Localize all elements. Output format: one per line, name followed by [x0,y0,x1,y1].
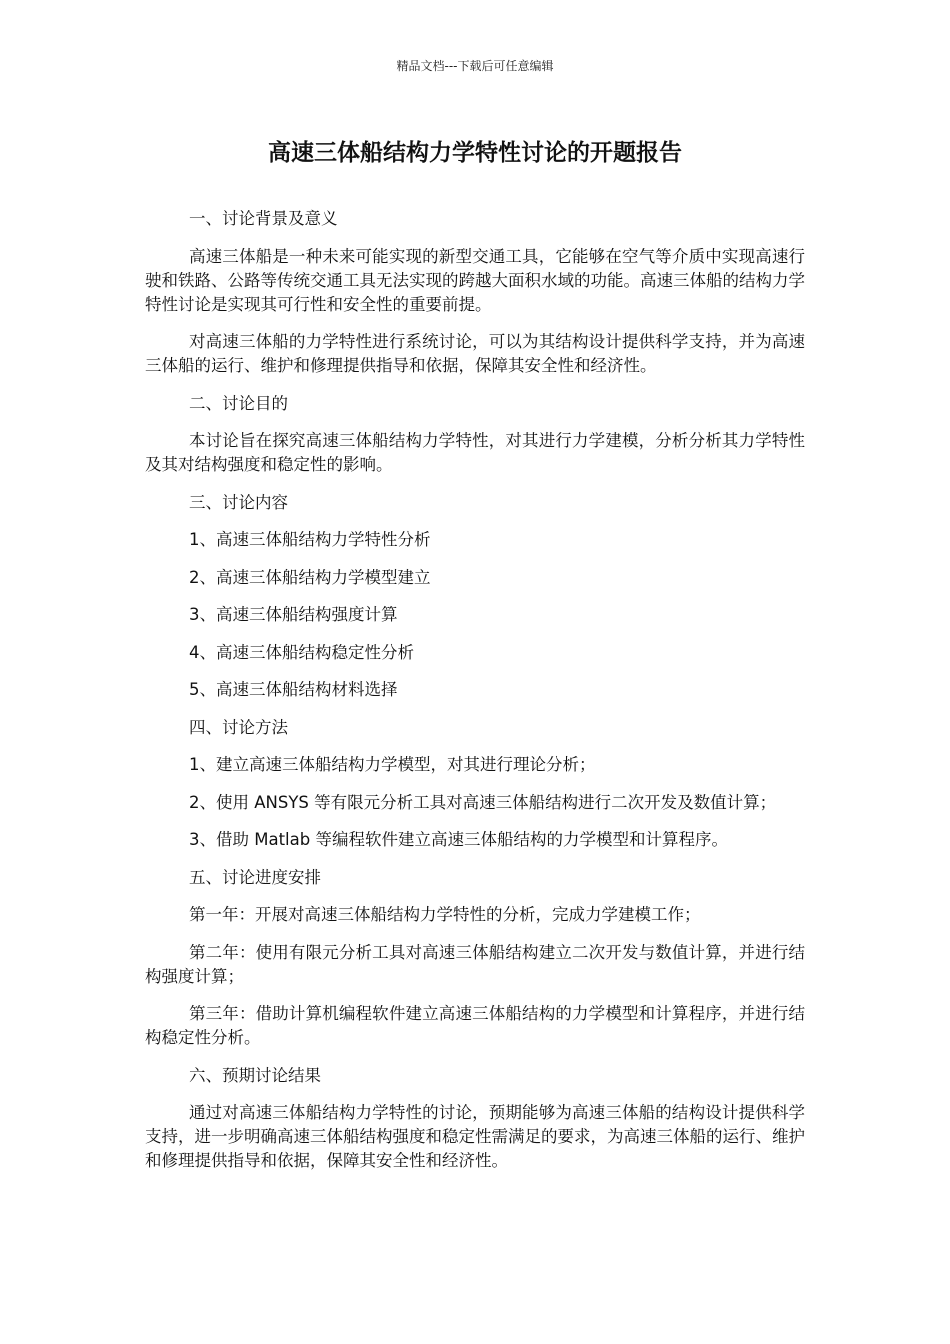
section-heading-schedule: 五、讨论进度安排 [189,867,321,887]
paragraph-background-2: 对高速三体船的力学特性进行系统讨论，可以为其结构设计提供科学支持，并为高速三体船的运行、维护和修理提供指导和依据，保障其安全性和经济性。 [145,332,805,375]
header-note: 精品文档---下载后可任意编辑 [396,59,554,73]
section-heading-background: 一、讨论背景及意义 [189,209,338,228]
paragraph-purpose: 本讨论旨在探究高速三体船结构力学特性，对其进行力学建模，分析分析其力学特性及其对结构强度和稳定性的影响。 [145,431,805,474]
content-item-5: 5、高速三体船结构材料选择 [189,680,398,699]
content-item-4: 4、高速三体船结构稳定性分析 [189,642,414,662]
content-item-3: 3、高速三体船结构强度计算 [189,605,398,624]
section-heading-purpose: 二、讨论目的 [189,393,288,413]
paragraph-background-1: 高速三体船是一种未来可能实现的新型交通工具，它能够在空气等介质中实现高速行驶和铁路、公路等传统交通工具无法实现的跨越大面积水域的功能。高速三体船的结构力学特性讨论是实现其可行性和安全性的重要前提。 [145,246,805,314]
schedule-year-1: 第一年：开展对高速三体船结构力学特性的分析，完成力学建模工作； [189,905,701,924]
section-heading-methods: 四、讨论方法 [189,717,288,737]
method-item-1: 1、建立高速三体船结构力学模型，对其进行理论分析； [189,755,596,774]
schedule-year-3: 第三年：借助计算机编程软件建立高速三体船结构的力学模型和计算程序，并进行结构稳定性分析。 [145,1004,805,1047]
paragraph-expected-results: 通过对高速三体船结构力学特性的讨论，预期能够为高速三体船的结构设计提供科学支持，进一步明确高速三体船结构强度和稳定性需满足的要求，为高速三体船的运行、维护和修理提供指导和依据，保障其安全性和经济性。 [145,1103,805,1170]
document-body [145,207,805,1187]
schedule-year-2: 第二年：使用有限元分析工具对高速三体船结构建立二次开发与数值计算，并进行结构强度计算； [145,942,805,986]
content-item-1: 1、高速三体船结构力学特性分析 [189,530,431,549]
method-item-2: 2、使用 ANSYS 等有限元分析工具对高速三体船结构进行二次开发及数值计算； [189,792,777,812]
method-item-3: 3、借助 Matlab 等编程软件建立高速三体船结构的力学模型和计算程序。 [189,830,728,849]
content-item-2: 2、高速三体船结构力学模型建立 [189,567,431,587]
section-heading-expected-results: 六、预期讨论结果 [189,1065,321,1085]
document-title: 高速三体船结构力学特性讨论的开题报告 [268,140,682,166]
section-heading-content: 三、讨论内容 [189,492,288,512]
